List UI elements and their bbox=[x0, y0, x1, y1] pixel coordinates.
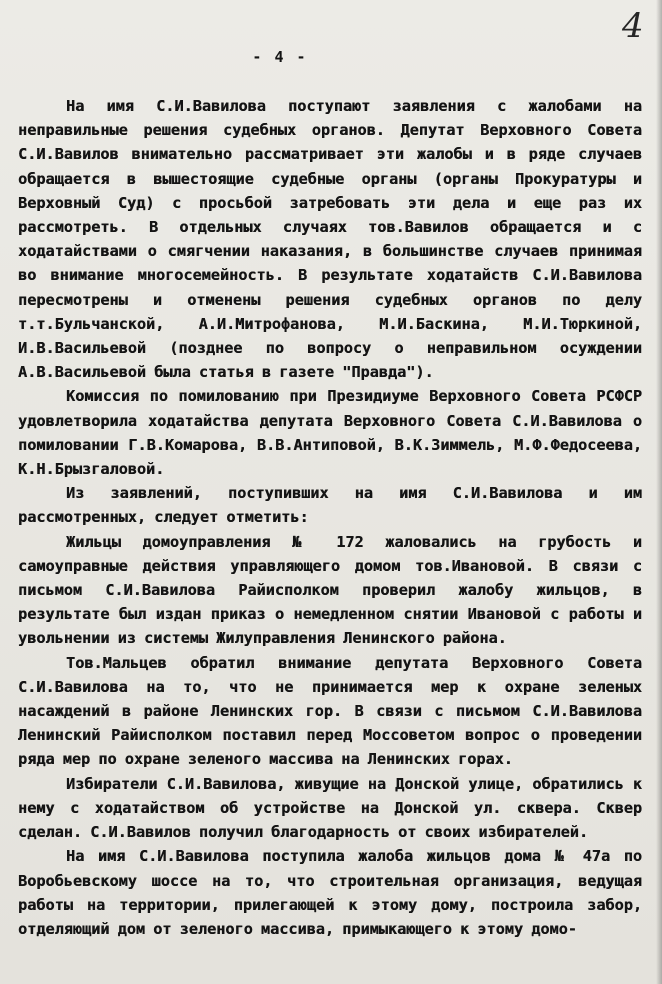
handwritten-page-mark: 4 bbox=[622, 6, 644, 46]
paragraph-lenin-hills: Тов.Мальцев обратил внимание депутата Верховного Совета С.И.Вавилова на то, что не принимается мер к охране зеленых насаждений в районе Ленинских гор. В связи с письмом С.И.Вавилова Ленинский Райисполком поставил перед Моссоветом вопрос о проведении ряда мер по охране зеленого массива на Ленинских горах. bbox=[18, 653, 642, 769]
paragraph-notable-statements: Из заявлений, поступивших на имя С.И.Вавилова и им рассмотренных, следует отметить: bbox=[18, 484, 642, 527]
page-number: - 4 - bbox=[252, 48, 308, 66]
paragraph-donskaya-square: Избиратели С.И.Вавилова, живущие на Донской улице, обратились к нему с ходатайством об устройстве на Донской ул. сквера. Сквер сделан. С.И.Вавилов получил благодарность от своих избирателей. bbox=[18, 774, 642, 842]
paragraph-housing-office-172: Жильцы домоуправления № 172 жаловались на грубость и самоуправные действия управляющего домом тов.Ивановой. В связи с письмом С.И.Вавилова Райисполком проверил жалобу жильцов, в результате был издан приказ о немедленном снятии Ивановой с работы и увольнении из системы Жилуправления Ленинского района. bbox=[18, 532, 642, 648]
document-body bbox=[18, 94, 642, 941]
paragraph-court-complaints: На имя С.И.Вавилова поступают заявления с жалобами на неправильные решения судебных органов. Депутат Верховного Совета С.И.Вавилов внимательно рассматривает эти жалобы и в ряде случаев обращается в вышестоящие судебные органы (органы Прокуратуры и Верховный Суд) с просьбой затребовать эти дела и еще раз их рассмотреть. В отдельных случаях тов.Вавилов обращается и с ходатайствами о смягчении наказания, в большинстве случаев принимая во внимание многосемейность. В результате ходатайств С.И.Вавилова пересмотрены и отменены решения судебных органов по делу т.т.Бульчанской, А.И.Митрофанова, М.И.Баскина, М.И.Тюркиной, И.В.Васильевой (позднее по вопросу о неправильном осуждении А.В.Васильевой была статья в газете "Правда"). bbox=[18, 97, 642, 382]
paragraph-pardon-commission: Комиссия по помилованию при Президиуме Верховного Совета РСФСР удовлетворила ходатайства депутата Верховного Совета С.И.Вавилова о помиловании Г.В.Комарова, В.В.Антиповой, В.К.Зиммель, М.Ф.Федосеева, К.Н.Брызгаловой. bbox=[18, 387, 642, 479]
page-edge-shadow bbox=[656, 0, 662, 984]
paragraph-vorobyevskoe-fence: На имя С.И.Вавилова поступила жалоба жильцов дома № 47а по Воробьевскому шоссе на то, что строительная организация, ведущая работы на территории, прилегающей к этому дому, построила забор, отделяющий дом от зеленого массива, примыкающего к этому домо- bbox=[18, 847, 642, 938]
